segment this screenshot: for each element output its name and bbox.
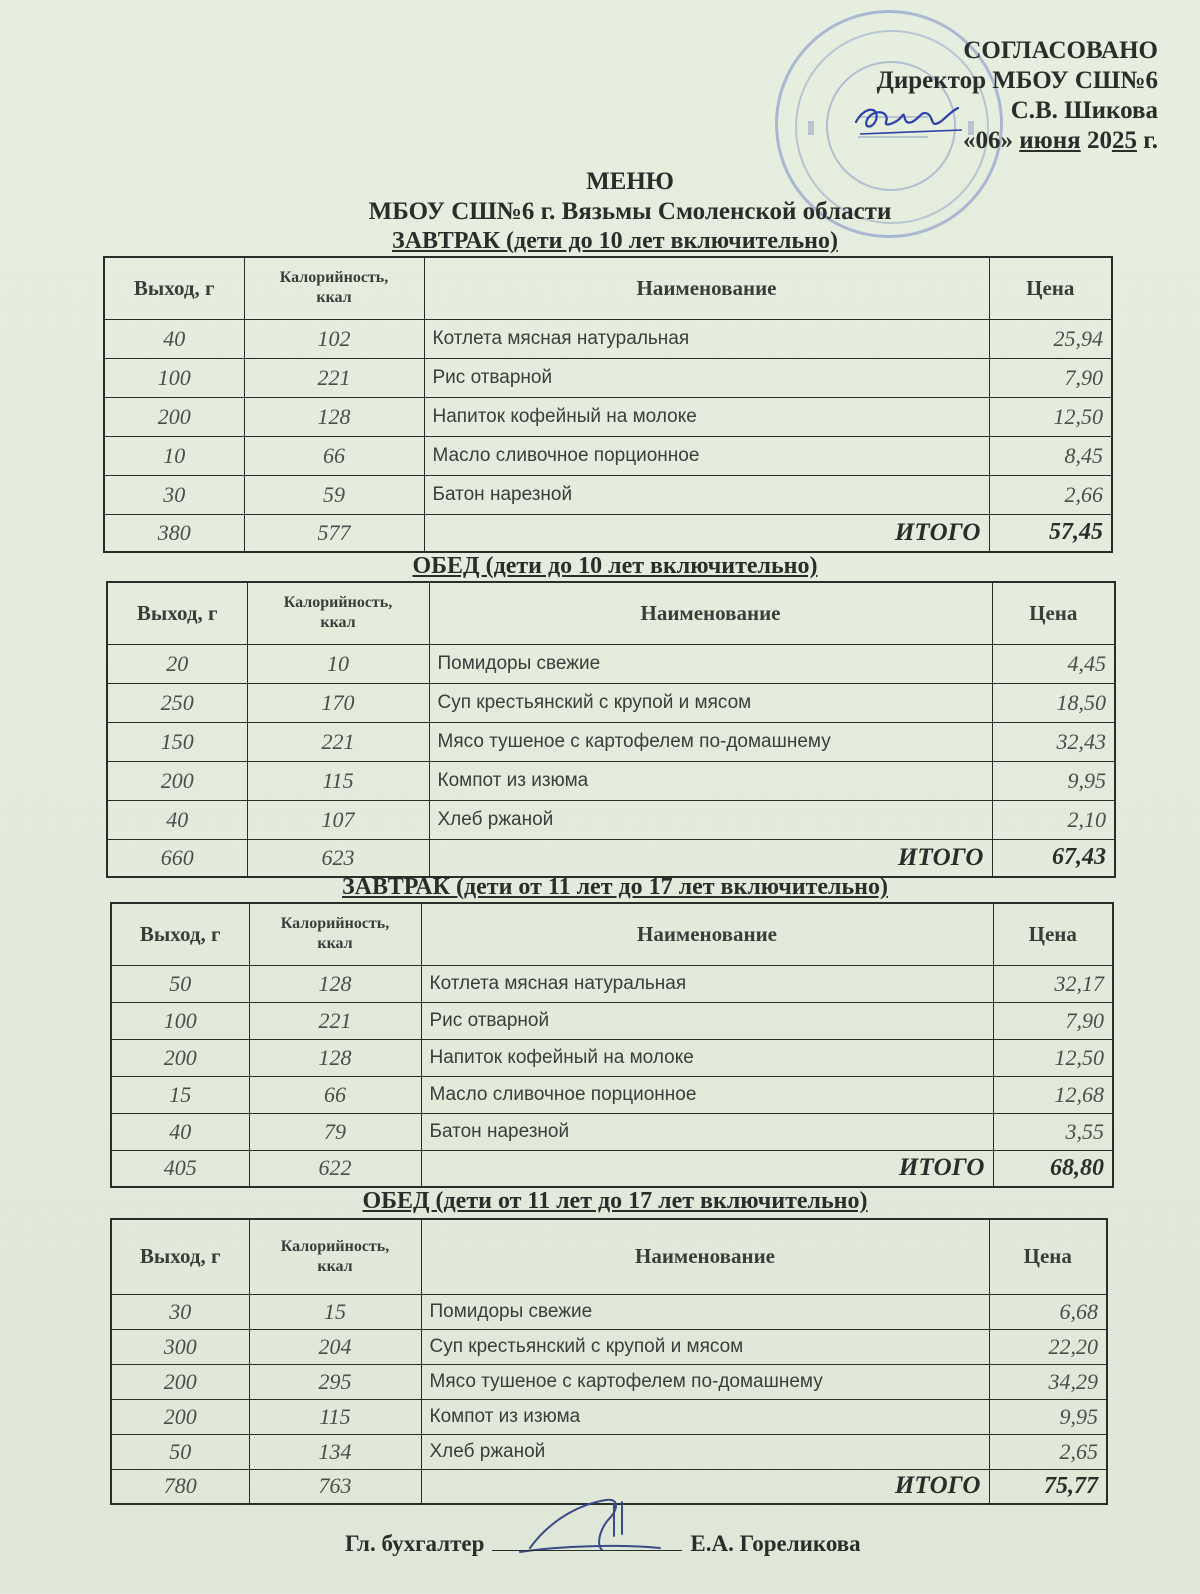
table-row <box>111 1329 1107 1364</box>
col-weight: Выход, г <box>111 1219 249 1294</box>
cell-kcal: 221 <box>249 1002 421 1039</box>
total-kcal: 763 <box>249 1469 421 1504</box>
cell-price: 9,95 <box>992 761 1115 800</box>
table-header-row <box>111 1219 1107 1294</box>
cell-name: Компот из изюма <box>421 1399 989 1434</box>
cell-kcal: 134 <box>249 1434 421 1469</box>
cell-kcal: 66 <box>249 1076 421 1113</box>
cell-kcal: 102 <box>244 319 424 358</box>
cell-weight: 15 <box>111 1076 249 1113</box>
cell-price: 9,95 <box>989 1399 1107 1434</box>
col-weight: Выход, г <box>111 903 249 965</box>
table-total-row <box>111 1150 1113 1187</box>
table-row <box>107 722 1115 761</box>
cell-price: 3,55 <box>993 1113 1113 1150</box>
cell-price: 8,45 <box>989 436 1112 475</box>
footer-role: Гл. бухгалтер <box>345 1531 485 1556</box>
table-row <box>104 436 1112 475</box>
director-signature <box>850 92 970 142</box>
cell-name: Батон нарезной <box>424 475 989 514</box>
cell-weight: 40 <box>111 1113 249 1150</box>
table-total-row <box>104 514 1112 552</box>
cell-kcal: 128 <box>249 1039 421 1076</box>
cell-weight: 100 <box>111 1002 249 1039</box>
total-price: 68,80 <box>993 1150 1113 1187</box>
menu-table-breakfast-senior <box>110 902 1114 1188</box>
cell-name: Котлета мясная натуральная <box>421 965 993 1002</box>
cell-name: Рис отварной <box>424 358 989 397</box>
footer-signature-line <box>345 1530 861 1557</box>
total-weight: 405 <box>111 1150 249 1187</box>
cell-price: 7,90 <box>993 1002 1113 1039</box>
table-row <box>107 644 1115 683</box>
cell-kcal: 128 <box>244 397 424 436</box>
cell-price: 2,66 <box>989 475 1112 514</box>
cell-kcal: 79 <box>249 1113 421 1150</box>
table-row <box>111 1039 1113 1076</box>
cell-weight: 200 <box>107 761 247 800</box>
cell-kcal: 66 <box>244 436 424 475</box>
cell-name: Котлета мясная натуральная <box>424 319 989 358</box>
table-row <box>111 1434 1107 1469</box>
cell-kcal: 15 <box>249 1294 421 1329</box>
cell-kcal: 221 <box>247 722 429 761</box>
cell-name: Масло сливочное порционное <box>424 436 989 475</box>
cell-price: 12,50 <box>993 1039 1113 1076</box>
table-row <box>111 1002 1113 1039</box>
footer-signature-blank <box>492 1530 682 1551</box>
cell-price: 12,68 <box>993 1076 1113 1113</box>
table-row <box>111 1399 1107 1434</box>
cell-name: Мясо тушеное с картофелем по-домашнему <box>429 722 992 761</box>
approval-date-year-prefix: 20 <box>1086 127 1112 154</box>
cell-weight: 50 <box>111 965 249 1002</box>
cell-weight: 30 <box>104 475 244 514</box>
total-price: 75,77 <box>989 1469 1107 1504</box>
total-label: ИТОГО <box>421 1469 989 1504</box>
cell-weight: 50 <box>111 1434 249 1469</box>
total-label: ИТОГО <box>424 514 989 552</box>
cell-name: Помидоры свежие <box>429 644 992 683</box>
col-kcal: Калорийность, ккал <box>244 257 424 319</box>
approval-date-month: июня <box>1019 127 1081 154</box>
cell-weight: 200 <box>111 1039 249 1076</box>
col-weight: Выход, г <box>107 582 247 644</box>
section-title: ЗАВТРАК (дети до 10 лет включительно) <box>392 228 838 254</box>
cell-price: 22,20 <box>989 1329 1107 1364</box>
cell-kcal: 59 <box>244 475 424 514</box>
table-total-row <box>107 839 1115 877</box>
cell-price: 32,17 <box>993 965 1113 1002</box>
total-weight: 780 <box>111 1469 249 1504</box>
cell-name: Суп крестьянский с крупой и мясом <box>429 683 992 722</box>
total-label: ИТОГО <box>421 1150 993 1187</box>
table-row <box>104 475 1112 514</box>
menu-table-lunch-senior <box>110 1218 1108 1505</box>
total-kcal: 577 <box>244 514 424 552</box>
cell-name: Батон нарезной <box>421 1113 993 1150</box>
cell-kcal: 115 <box>249 1399 421 1434</box>
cell-name: Масло сливочное порционное <box>421 1076 993 1113</box>
approval-name: С.В. Шикова <box>1010 97 1158 124</box>
cell-weight: 300 <box>111 1329 249 1364</box>
section-title: ЗАВТРАК (дети от 11 лет до 17 лет включительно) <box>342 874 888 900</box>
approval-title: СОГЛАСОВАНО <box>963 37 1158 64</box>
cell-weight: 40 <box>104 319 244 358</box>
cell-name: Напиток кофейный на молоке <box>424 397 989 436</box>
col-price: Цена <box>992 582 1115 644</box>
page-subtitle: МБОУ СШ№6 г. Вязьмы Смоленской области <box>368 198 892 225</box>
cell-price: 6,68 <box>989 1294 1107 1329</box>
total-kcal: 622 <box>249 1150 421 1187</box>
cell-price: 32,43 <box>992 722 1115 761</box>
table-row <box>107 683 1115 722</box>
approval-date-tail: г. <box>1143 127 1158 154</box>
col-name: Наименование <box>424 257 989 319</box>
table-row <box>111 965 1113 1002</box>
cell-weight: 250 <box>107 683 247 722</box>
cell-name: Мясо тушеное с картофелем по-домашнему <box>421 1364 989 1399</box>
approval-date-day: «06» <box>963 127 1013 154</box>
col-kcal: Калорийность, ккал <box>247 582 429 644</box>
cell-weight: 100 <box>104 358 244 397</box>
cell-price: 7,90 <box>989 358 1112 397</box>
cell-kcal: 295 <box>249 1364 421 1399</box>
cell-price: 2,65 <box>989 1434 1107 1469</box>
cell-price: 4,45 <box>992 644 1115 683</box>
col-name: Наименование <box>421 1219 989 1294</box>
table-row <box>104 319 1112 358</box>
col-price: Цена <box>989 257 1112 319</box>
approval-date-year-suffix: 25 <box>1111 127 1137 154</box>
cell-weight: 200 <box>111 1399 249 1434</box>
col-price: Цена <box>993 903 1113 965</box>
cell-weight: 10 <box>104 436 244 475</box>
cell-name: Напиток кофейный на молоке <box>421 1039 993 1076</box>
table-row <box>107 800 1115 839</box>
table-row <box>111 1113 1113 1150</box>
cell-kcal: 10 <box>247 644 429 683</box>
footer-name: Е.А. Гореликова <box>690 1531 861 1556</box>
total-price: 67,43 <box>992 839 1115 877</box>
cell-weight: 200 <box>111 1364 249 1399</box>
page-title: МЕНЮ <box>586 168 674 195</box>
col-name: Наименование <box>421 903 993 965</box>
cell-price: 25,94 <box>989 319 1112 358</box>
cell-name: Рис отварной <box>421 1002 993 1039</box>
cell-weight: 150 <box>107 722 247 761</box>
table-row <box>111 1294 1107 1329</box>
cell-name: Помидоры свежие <box>421 1294 989 1329</box>
total-weight: 380 <box>104 514 244 552</box>
col-kcal: Калорийность, ккал <box>249 1219 421 1294</box>
menu-table-breakfast-junior <box>103 256 1113 553</box>
cell-kcal: 128 <box>249 965 421 1002</box>
section-title: ОБЕД (дети до 10 лет включительно) <box>412 553 818 579</box>
table-row <box>111 1076 1113 1113</box>
col-price: Цена <box>989 1219 1107 1294</box>
cell-name: Хлеб ржаной <box>429 800 992 839</box>
cell-weight: 200 <box>104 397 244 436</box>
total-label: ИТОГО <box>429 839 992 877</box>
cell-weight: 30 <box>111 1294 249 1329</box>
approval-position: Директор МБОУ СШ№6 <box>876 67 1158 94</box>
cell-name: Хлеб ржаной <box>421 1434 989 1469</box>
total-kcal: 623 <box>247 839 429 877</box>
col-kcal: Калорийность, ккал <box>249 903 421 965</box>
cell-price: 34,29 <box>989 1364 1107 1399</box>
table-header-row <box>107 582 1115 644</box>
col-name: Наименование <box>429 582 992 644</box>
cell-name: Суп крестьянский с крупой и мясом <box>421 1329 989 1364</box>
total-price: 57,45 <box>989 514 1112 552</box>
total-weight: 660 <box>107 839 247 877</box>
menu-table-lunch-junior <box>106 581 1116 878</box>
section-title: ОБЕД (дети от 11 лет до 17 лет включительно) <box>362 1188 868 1214</box>
cell-name: Компот из изюма <box>429 761 992 800</box>
table-header-row <box>111 903 1113 965</box>
cell-price: 18,50 <box>992 683 1115 722</box>
col-weight: Выход, г <box>104 257 244 319</box>
cell-kcal: 221 <box>244 358 424 397</box>
cell-kcal: 170 <box>247 683 429 722</box>
cell-price: 12,50 <box>989 397 1112 436</box>
table-row <box>104 397 1112 436</box>
table-row <box>107 761 1115 800</box>
cell-price: 2,10 <box>992 800 1115 839</box>
cell-weight: 40 <box>107 800 247 839</box>
table-header-row <box>104 257 1112 319</box>
table-row <box>111 1364 1107 1399</box>
cell-kcal: 107 <box>247 800 429 839</box>
cell-kcal: 115 <box>247 761 429 800</box>
cell-kcal: 204 <box>249 1329 421 1364</box>
cell-weight: 20 <box>107 644 247 683</box>
table-row <box>104 358 1112 397</box>
